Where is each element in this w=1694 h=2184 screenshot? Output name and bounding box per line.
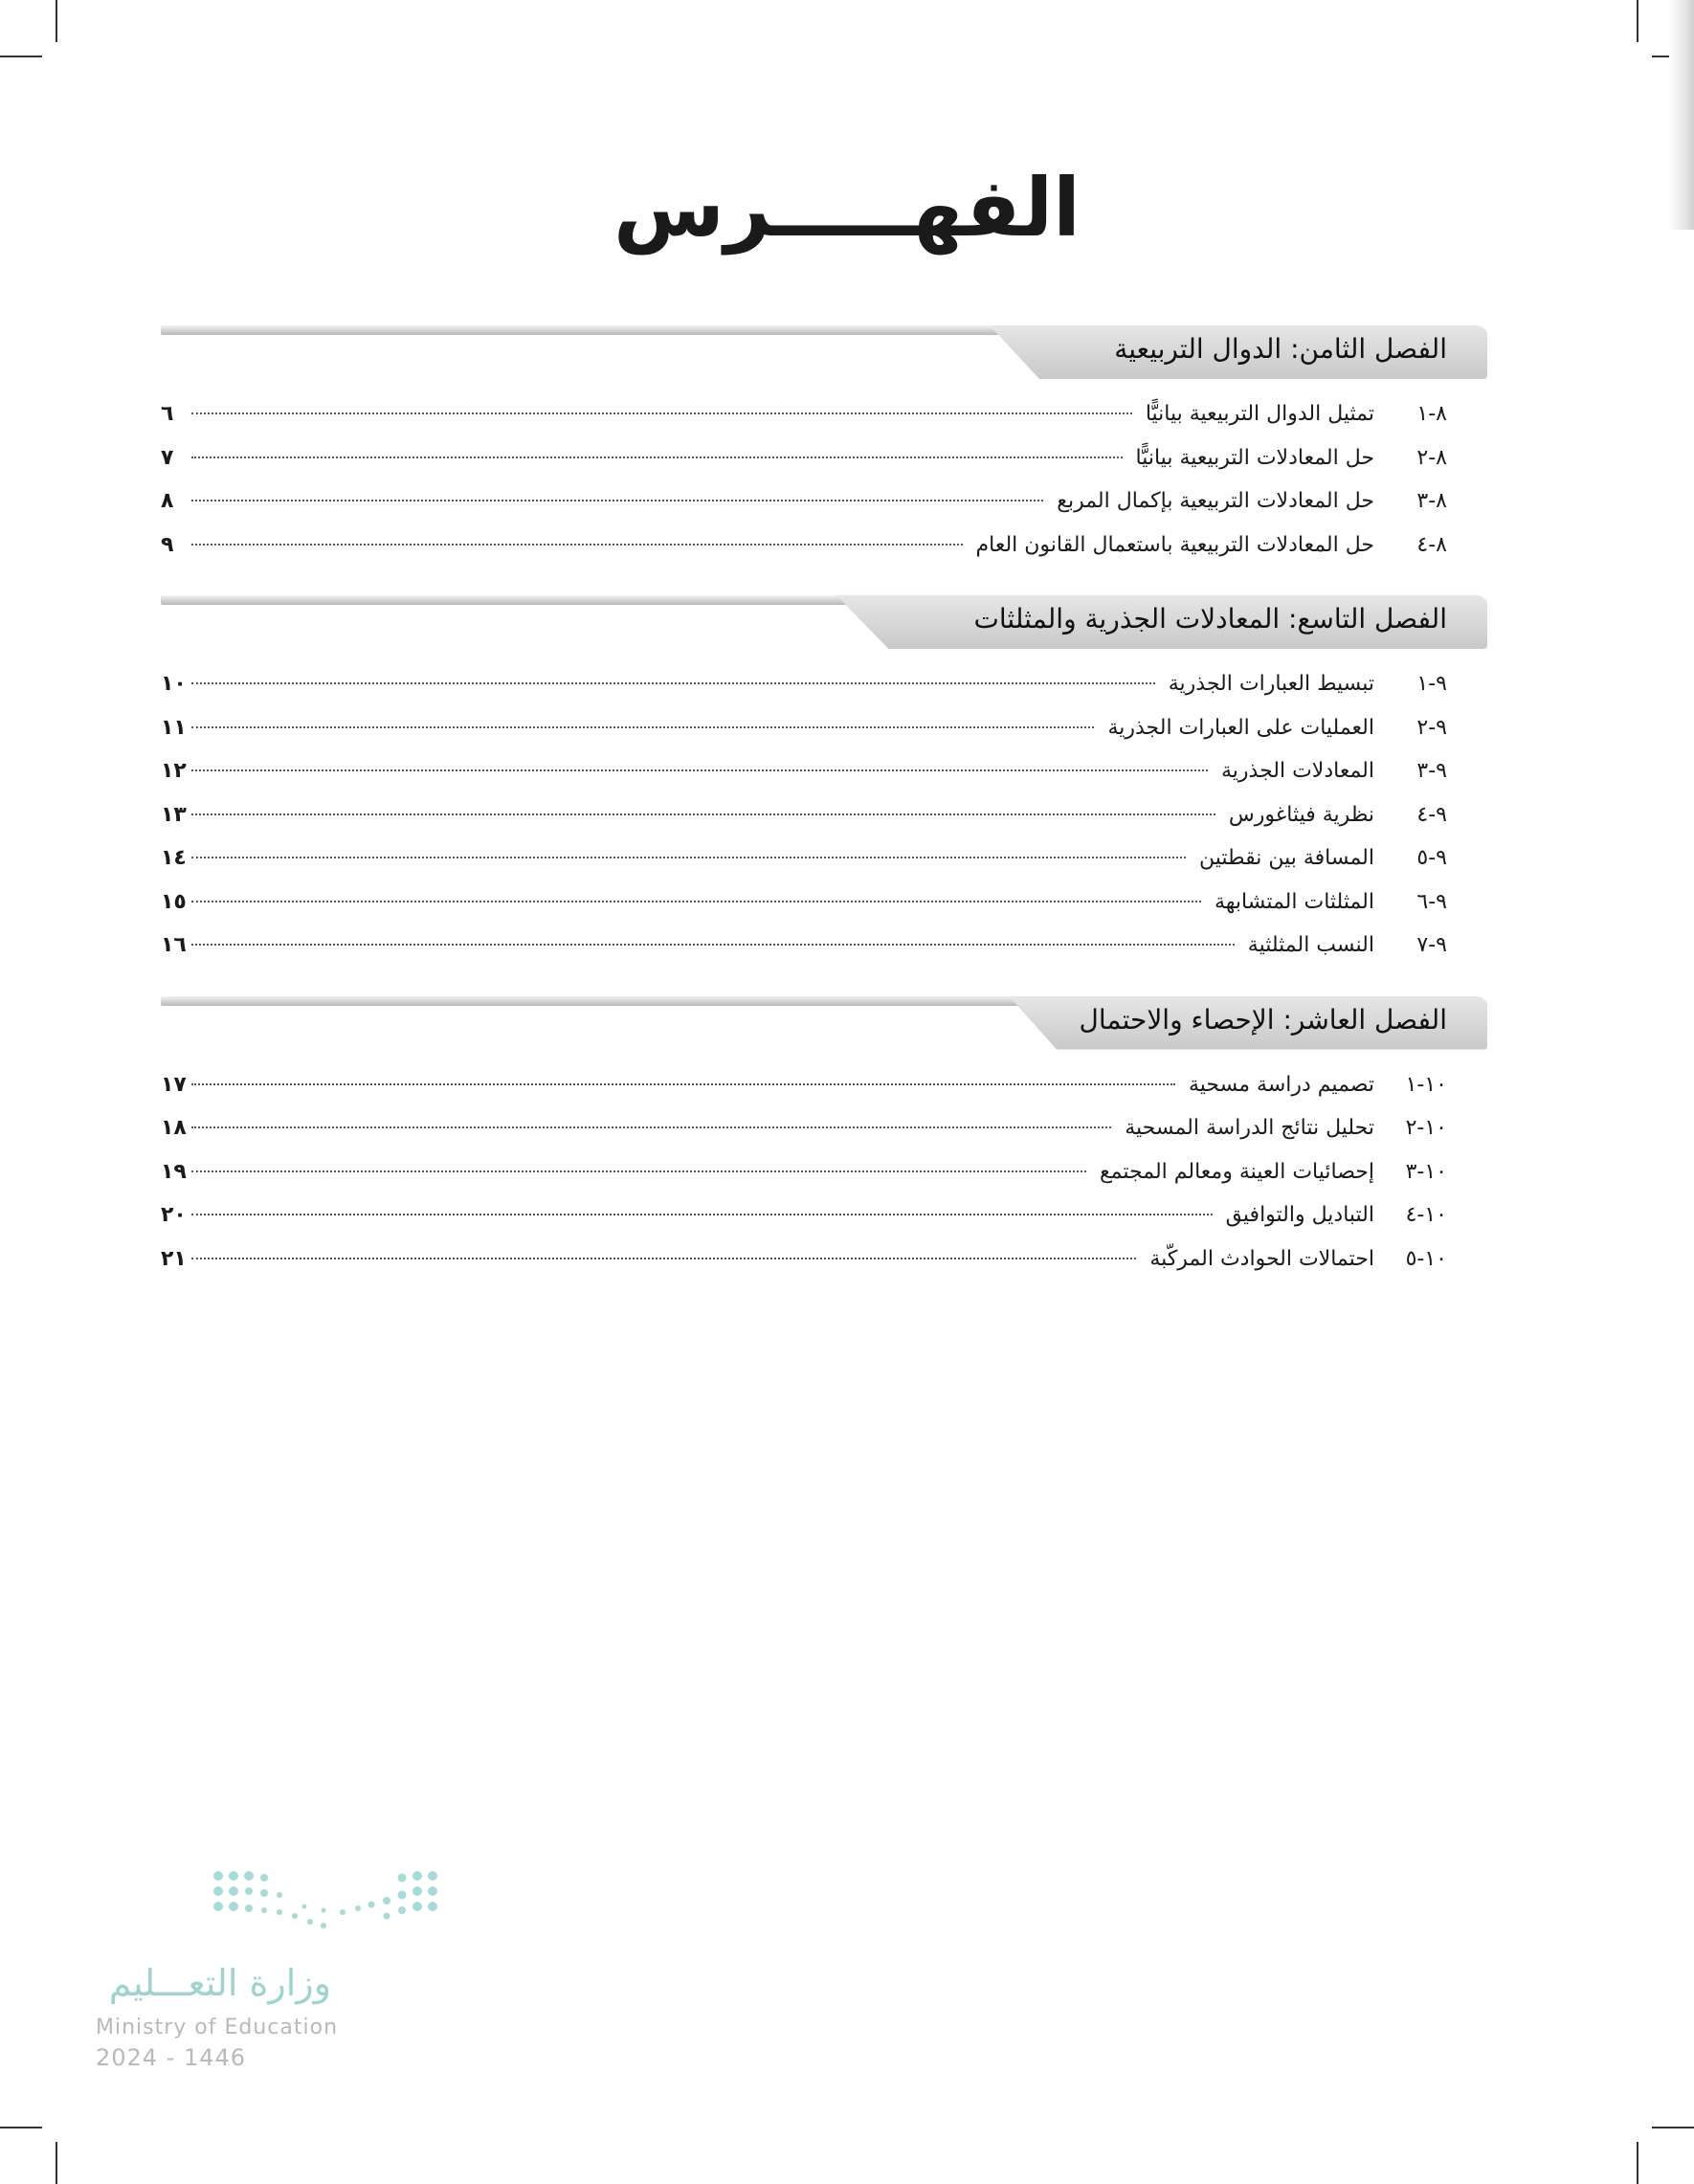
lesson-title: المسافة بين نقطتين — [1199, 846, 1374, 870]
lesson-number: ٨-٣ — [1416, 489, 1447, 513]
crop-mark — [56, 0, 57, 42]
toc-entry[interactable] — [161, 1160, 1487, 1204]
ministry-name-english: Ministry of Education — [96, 2016, 339, 2039]
page-number: ١٢ — [161, 759, 187, 783]
chapter-title: الفصل العاشر: الإحصاء والاحتمال — [1079, 1003, 1447, 1036]
lesson-number: ١٠-٥ — [1405, 1246, 1447, 1271]
lesson-title: تبسيط العبارات الجذرية — [1168, 672, 1374, 696]
chapter-10 — [161, 991, 1487, 1291]
chapter-header — [161, 590, 1487, 658]
lesson-title: تصميم دراسة مسحية — [1189, 1072, 1374, 1097]
page-number: ١٣ — [161, 802, 187, 827]
lesson-number: ٩-٧ — [1416, 933, 1447, 957]
crop-mark — [0, 2127, 42, 2128]
lesson-title: تحليل نتائج الدراسة المسحية — [1125, 1116, 1374, 1140]
lesson-title: المعادلات الجذرية — [1220, 759, 1374, 783]
dot-leader — [191, 1214, 1213, 1215]
toc-entry[interactable] — [161, 1116, 1487, 1160]
toc-entry[interactable] — [161, 759, 1487, 803]
lesson-number: ٩-٦ — [1416, 889, 1447, 914]
dot-leader — [191, 944, 1235, 946]
lesson-list — [161, 1073, 1487, 1291]
lesson-title: نظرية فيثاغورس — [1228, 802, 1374, 827]
lesson-title: إحصائيات العينة ومعالم المجتمع — [1099, 1159, 1374, 1184]
page-number: ٨ — [161, 489, 174, 513]
lesson-number: ٨-١ — [1416, 402, 1447, 426]
dot-leader — [191, 1083, 1175, 1085]
lesson-list — [161, 402, 1487, 576]
crop-mark — [0, 56, 42, 57]
table-of-contents — [161, 320, 1487, 1304]
chapter-9 — [161, 590, 1487, 977]
lesson-number: ٨-٢ — [1416, 445, 1447, 470]
toc-entry[interactable] — [161, 1247, 1487, 1291]
page-number: ١٧ — [161, 1072, 187, 1097]
page-number: ١٠ — [161, 672, 187, 696]
lesson-number: ٨-٤ — [1416, 532, 1447, 557]
dot-leader — [191, 544, 963, 546]
lesson-title: تمثيل الدوال التربيعية بيانيًّا — [1145, 402, 1374, 426]
page-number: ٢٠ — [161, 1203, 187, 1227]
chapter-header — [161, 320, 1487, 389]
lesson-list — [161, 672, 1487, 977]
dot-pattern-icon — [209, 1866, 448, 1952]
toc-entry[interactable] — [161, 402, 1487, 446]
chapter-header — [161, 991, 1487, 1059]
page-number: ٧ — [161, 445, 174, 470]
lesson-title: احتمالات الحوادث المركّبة — [1149, 1246, 1374, 1271]
ministry-name-arabic: وزارة التعـــليم — [108, 1962, 331, 2004]
chapter-title: الفصل التاسع: المعادلات الجذرية والمثلثات — [973, 603, 1447, 635]
toc-entry[interactable] — [161, 446, 1487, 490]
crop-mark — [1637, 2142, 1638, 2184]
ministry-logo — [96, 1866, 459, 2086]
lesson-number: ١٠-٢ — [1405, 1116, 1447, 1140]
toc-entry[interactable] — [161, 890, 1487, 934]
toc-entry[interactable] — [161, 533, 1487, 577]
page-number: ٦ — [161, 402, 174, 426]
lesson-title: النسب المثلثية — [1247, 933, 1374, 957]
page-number: ١٩ — [161, 1159, 187, 1184]
lesson-number: ٩-٥ — [1416, 846, 1447, 870]
crop-mark — [1637, 0, 1638, 42]
chapter-title: الفصل الثامن: الدوال التربيعية — [1114, 333, 1447, 365]
page-number: ٢١ — [161, 1246, 187, 1271]
page-number: ١٦ — [161, 933, 187, 957]
page-title: الفهـــــرس — [613, 161, 1081, 255]
toc-entry[interactable] — [161, 803, 1487, 847]
dot-leader — [191, 857, 1186, 858]
lesson-number: ٩-١ — [1416, 672, 1447, 696]
dot-leader — [191, 500, 1043, 501]
lesson-number: ١٠-١ — [1405, 1072, 1447, 1097]
dot-leader — [191, 813, 1215, 815]
chapter-8 — [161, 320, 1487, 576]
toc-entry[interactable] — [161, 1203, 1487, 1247]
toc-entry[interactable] — [161, 933, 1487, 977]
lesson-number: ١٠-٤ — [1405, 1203, 1447, 1227]
lesson-number: ١٠-٣ — [1405, 1159, 1447, 1184]
toc-entry[interactable] — [161, 489, 1487, 533]
page-number: ١٤ — [161, 846, 187, 870]
dot-leader — [191, 1126, 1111, 1128]
toc-entry[interactable] — [161, 672, 1487, 716]
lesson-title: حل المعادلات التربيعية بيانيًّا — [1135, 445, 1374, 470]
lesson-title: التباديل والتوافيق — [1225, 1203, 1374, 1227]
dot-leader — [191, 457, 1123, 458]
dot-leader — [191, 1170, 1086, 1172]
page-number: ١٥ — [161, 889, 187, 914]
toc-entry[interactable] — [161, 846, 1487, 890]
page-number: ٩ — [161, 532, 174, 557]
lesson-number: ٩-٣ — [1416, 759, 1447, 783]
edition-year: 2024 - 1446 — [96, 2044, 247, 2071]
lesson-title: حل المعادلات التربيعية بإكمال المربع — [1057, 489, 1374, 513]
lesson-title: العمليات على العبارات الجذرية — [1107, 715, 1374, 740]
toc-entry[interactable] — [161, 716, 1487, 760]
dot-leader — [191, 901, 1201, 903]
dot-leader — [191, 682, 1155, 684]
crop-mark — [56, 2142, 57, 2184]
crop-mark — [1652, 2127, 1694, 2128]
lesson-number: ٩-٢ — [1416, 715, 1447, 740]
dot-leader — [191, 1258, 1136, 1259]
dot-leader — [191, 726, 1094, 728]
lesson-title: المثلثات المتشابهة — [1214, 889, 1374, 914]
lesson-number: ٩-٤ — [1416, 802, 1447, 827]
dot-leader — [191, 412, 1132, 414]
dot-leader — [191, 769, 1208, 771]
toc-entry[interactable] — [161, 1073, 1487, 1117]
page-number: ١٨ — [161, 1116, 187, 1140]
page-number: ١١ — [161, 715, 187, 740]
lesson-title: حل المعادلات التربيعية باستعمال القانون العام — [975, 532, 1374, 557]
